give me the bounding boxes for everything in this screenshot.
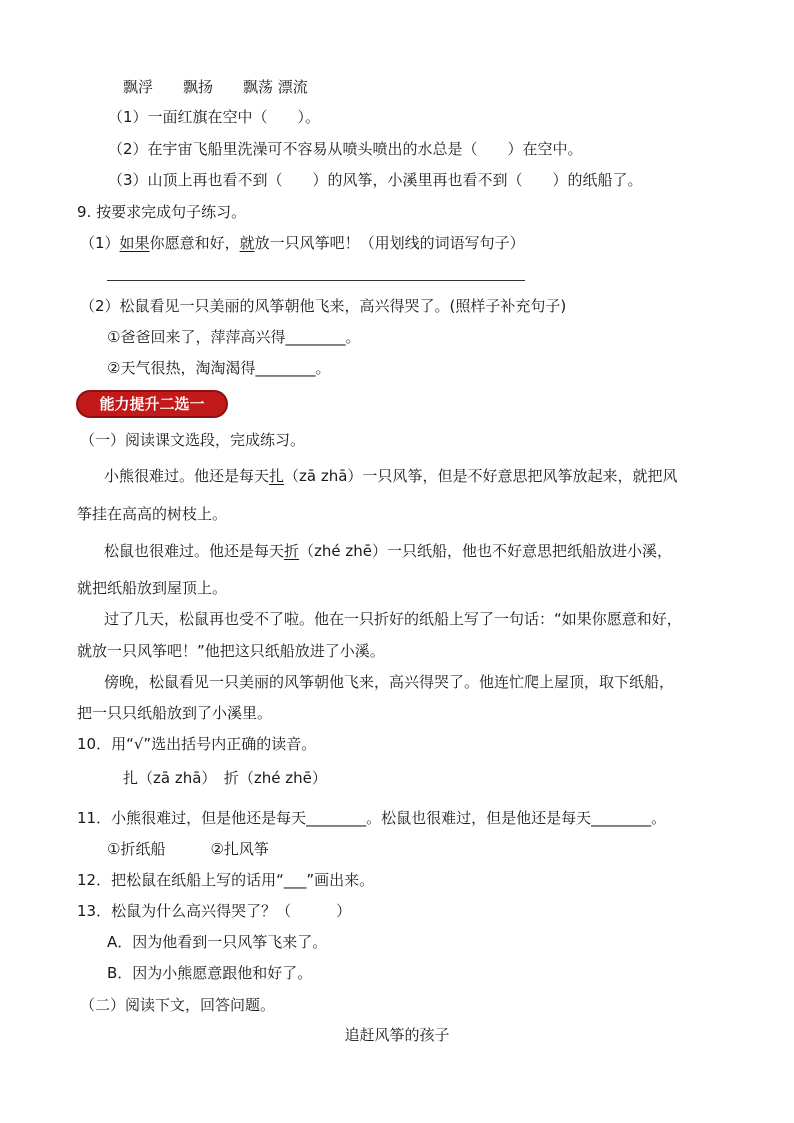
- passage-text: 松鼠也很难过。他还是每天: [104, 542, 285, 560]
- passage-para4-line2: 把一只只纸船放到了小溪里。: [77, 704, 273, 722]
- q9-part2-item-b: ②天气很热，淘淘渴得________。: [107, 359, 331, 377]
- q8-sentence-1: （1）一面红旗在空中（ ）。: [108, 108, 321, 126]
- q9-underlined-word-2: 就: [239, 234, 255, 252]
- q9-part2: （2）松鼠看见一只美丽的风筝朝他飞来，高兴得哭了。(照样子补充句子): [80, 297, 567, 315]
- part2-heading: （二）阅读下文，回答问题。: [80, 996, 276, 1014]
- passage-text: （zā zhā）一只风筝，但是不好意思把风筝放起来，就把风: [284, 467, 678, 485]
- q13-option-a: A．因为他看到一只风筝飞来了。: [107, 933, 328, 951]
- q8-word-options: 飘浮 飘扬 飘荡 漂流: [123, 78, 308, 96]
- q11-title: 11．小熊很难过，但是他还是每天________。松鼠也很难过，但是他还是每天________。: [77, 809, 667, 827]
- q9-part1-prefix: （1）: [80, 234, 120, 252]
- underlined-char: 折: [284, 542, 300, 560]
- passage-para2-line2: 就把纸船放到屋顶上。: [77, 579, 228, 597]
- q11-options: ①折纸船 ②扎风筝: [107, 840, 269, 858]
- q13-option-b: B．因为小熊愿意跟他和好了。: [107, 964, 313, 982]
- passage-para3-line2: 就放一只风筝吧！”他把这只纸船放进了小溪。: [77, 642, 385, 660]
- passage-text: 小熊很难过。他还是每天: [104, 467, 270, 485]
- q9-part1: [80, 233, 525, 253]
- passage-para4-line1: 傍晚，松鼠看见一只美丽的风筝朝他飞来，高兴得哭了。他连忙爬上屋顶，取下纸船，: [104, 673, 675, 691]
- part1-heading: （一）阅读课文选段，完成练习。: [80, 431, 306, 449]
- q9-part1-rest: 放一只风筝吧！（用划线的词语写句子）: [254, 234, 525, 252]
- q13-title: 13．松鼠为什么高兴得哭了？（ ）: [77, 902, 352, 920]
- q8-sentence-3: （3）山顶上再也看不到（ ）的风筝，小溪里再也看不到（ ）的纸船了。: [108, 171, 643, 189]
- q9-underlined-word-1: 如果: [119, 234, 150, 252]
- underlined-char: 扎: [269, 467, 285, 485]
- passage-para1-line1: [104, 466, 677, 486]
- part2-passage-title: 追赶风筝的孩子: [344, 1026, 450, 1044]
- q8-sentence-2: （2）在宇宙飞船里洗澡可不容易从喷头喷出的水总是（ ）在空中。: [108, 140, 583, 158]
- q9-title: 9. 按要求完成句子练习。: [77, 203, 247, 221]
- q12-title: 12．把松鼠在纸船上写的话用“___”画出来。: [77, 871, 375, 889]
- section-badge: 能力提升二选一: [76, 390, 228, 418]
- q10-title: 10．用“√”选出括号内正确的读音。: [77, 735, 317, 753]
- q9-part2-item-a: ①爸爸回来了，萍萍高兴得________。: [107, 328, 361, 346]
- q9-answer-line[interactable]: [107, 280, 525, 281]
- passage-para2-line1: [104, 541, 672, 561]
- q10-items: 扎（zā zhā） 折（zhé zhē）: [123, 769, 327, 787]
- passage-text: （zhé zhē）一只纸船，他也不好意思把纸船放进小溪，: [299, 542, 673, 560]
- q9-part1-middle: 你愿意和好，: [149, 234, 240, 252]
- passage-para1-line2: 筝挂在高高的树枝上。: [77, 505, 228, 523]
- passage-para3-line1: 过了几天，松鼠再也受不了啦。他在一只折好的纸船上写了一句话：“如果你愿意和好，: [104, 610, 682, 628]
